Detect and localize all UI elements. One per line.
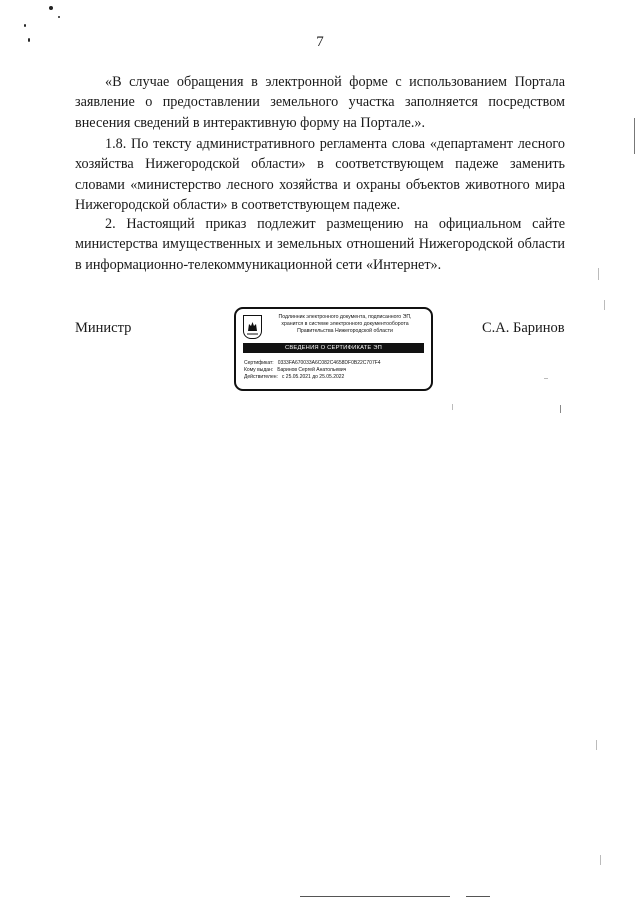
bottom-scan-line <box>466 896 490 897</box>
certificate-details <box>244 360 381 380</box>
paragraph-1-8: 1.8. По тексту административного регламента слова «департамент лесного хозяйства Нижегородской области» в соответствующем падеже заменить словами «министерство лесного хозяйства и охраны объектов животного мира Нижегородской области» в соответствующем падеже. <box>75 136 565 214</box>
scan-edge-mark <box>604 300 605 310</box>
owner-row: Кому выдан: Баринов Сергей Анатольевич <box>244 366 347 373</box>
page-number: 7 <box>316 34 324 50</box>
scan-edge-mark <box>634 118 635 154</box>
stamp-caption: Подлинник электронного документа, подписанного ЭП, хранится в системе электронного документооборота Правительства Нижегородской области <box>278 314 412 334</box>
signatory-name: С.А. Баринов <box>482 320 565 336</box>
paragraph-portal: «В случае обращения в электронной форме с использованием Портала заявление о предоставлении земельного участка заполняется посредством внесения сведений в интерактивную форму на Портале.». <box>75 74 565 131</box>
scan-speck <box>58 16 60 18</box>
validity-row: Действителен: с 25.05.2021 до 25.05.2022 <box>244 373 345 380</box>
bottom-scan-line <box>300 896 450 897</box>
certificate-row: Сертификат: 0333FA670033A6C082C4658DF0B22C707F4 <box>244 360 381 366</box>
paragraph-2: 2. Настоящий приказ подлежит размещению на официальном сайте министерства имущественных и земельных отношений Нижегородской области в информационно-телекоммуникационной сети «Интернет». <box>75 216 565 273</box>
signatory-title: Министр <box>75 320 132 336</box>
scan-edge-mark <box>544 378 548 379</box>
scan-edge-mark <box>452 404 453 410</box>
scan-edge-mark <box>598 268 599 280</box>
electronic-signature-stamp <box>234 307 433 391</box>
scan-edge-mark <box>560 405 561 413</box>
scan-speck <box>24 24 26 27</box>
scan-speck <box>28 38 30 42</box>
scan-edge-mark <box>596 740 597 750</box>
stamp-header: СВЕДЕНИЯ О СЕРТИФИКАТЕ ЭП <box>243 343 424 353</box>
scan-speck <box>49 6 53 10</box>
coat-of-arms-icon <box>243 315 262 339</box>
scan-edge-mark <box>600 855 601 865</box>
